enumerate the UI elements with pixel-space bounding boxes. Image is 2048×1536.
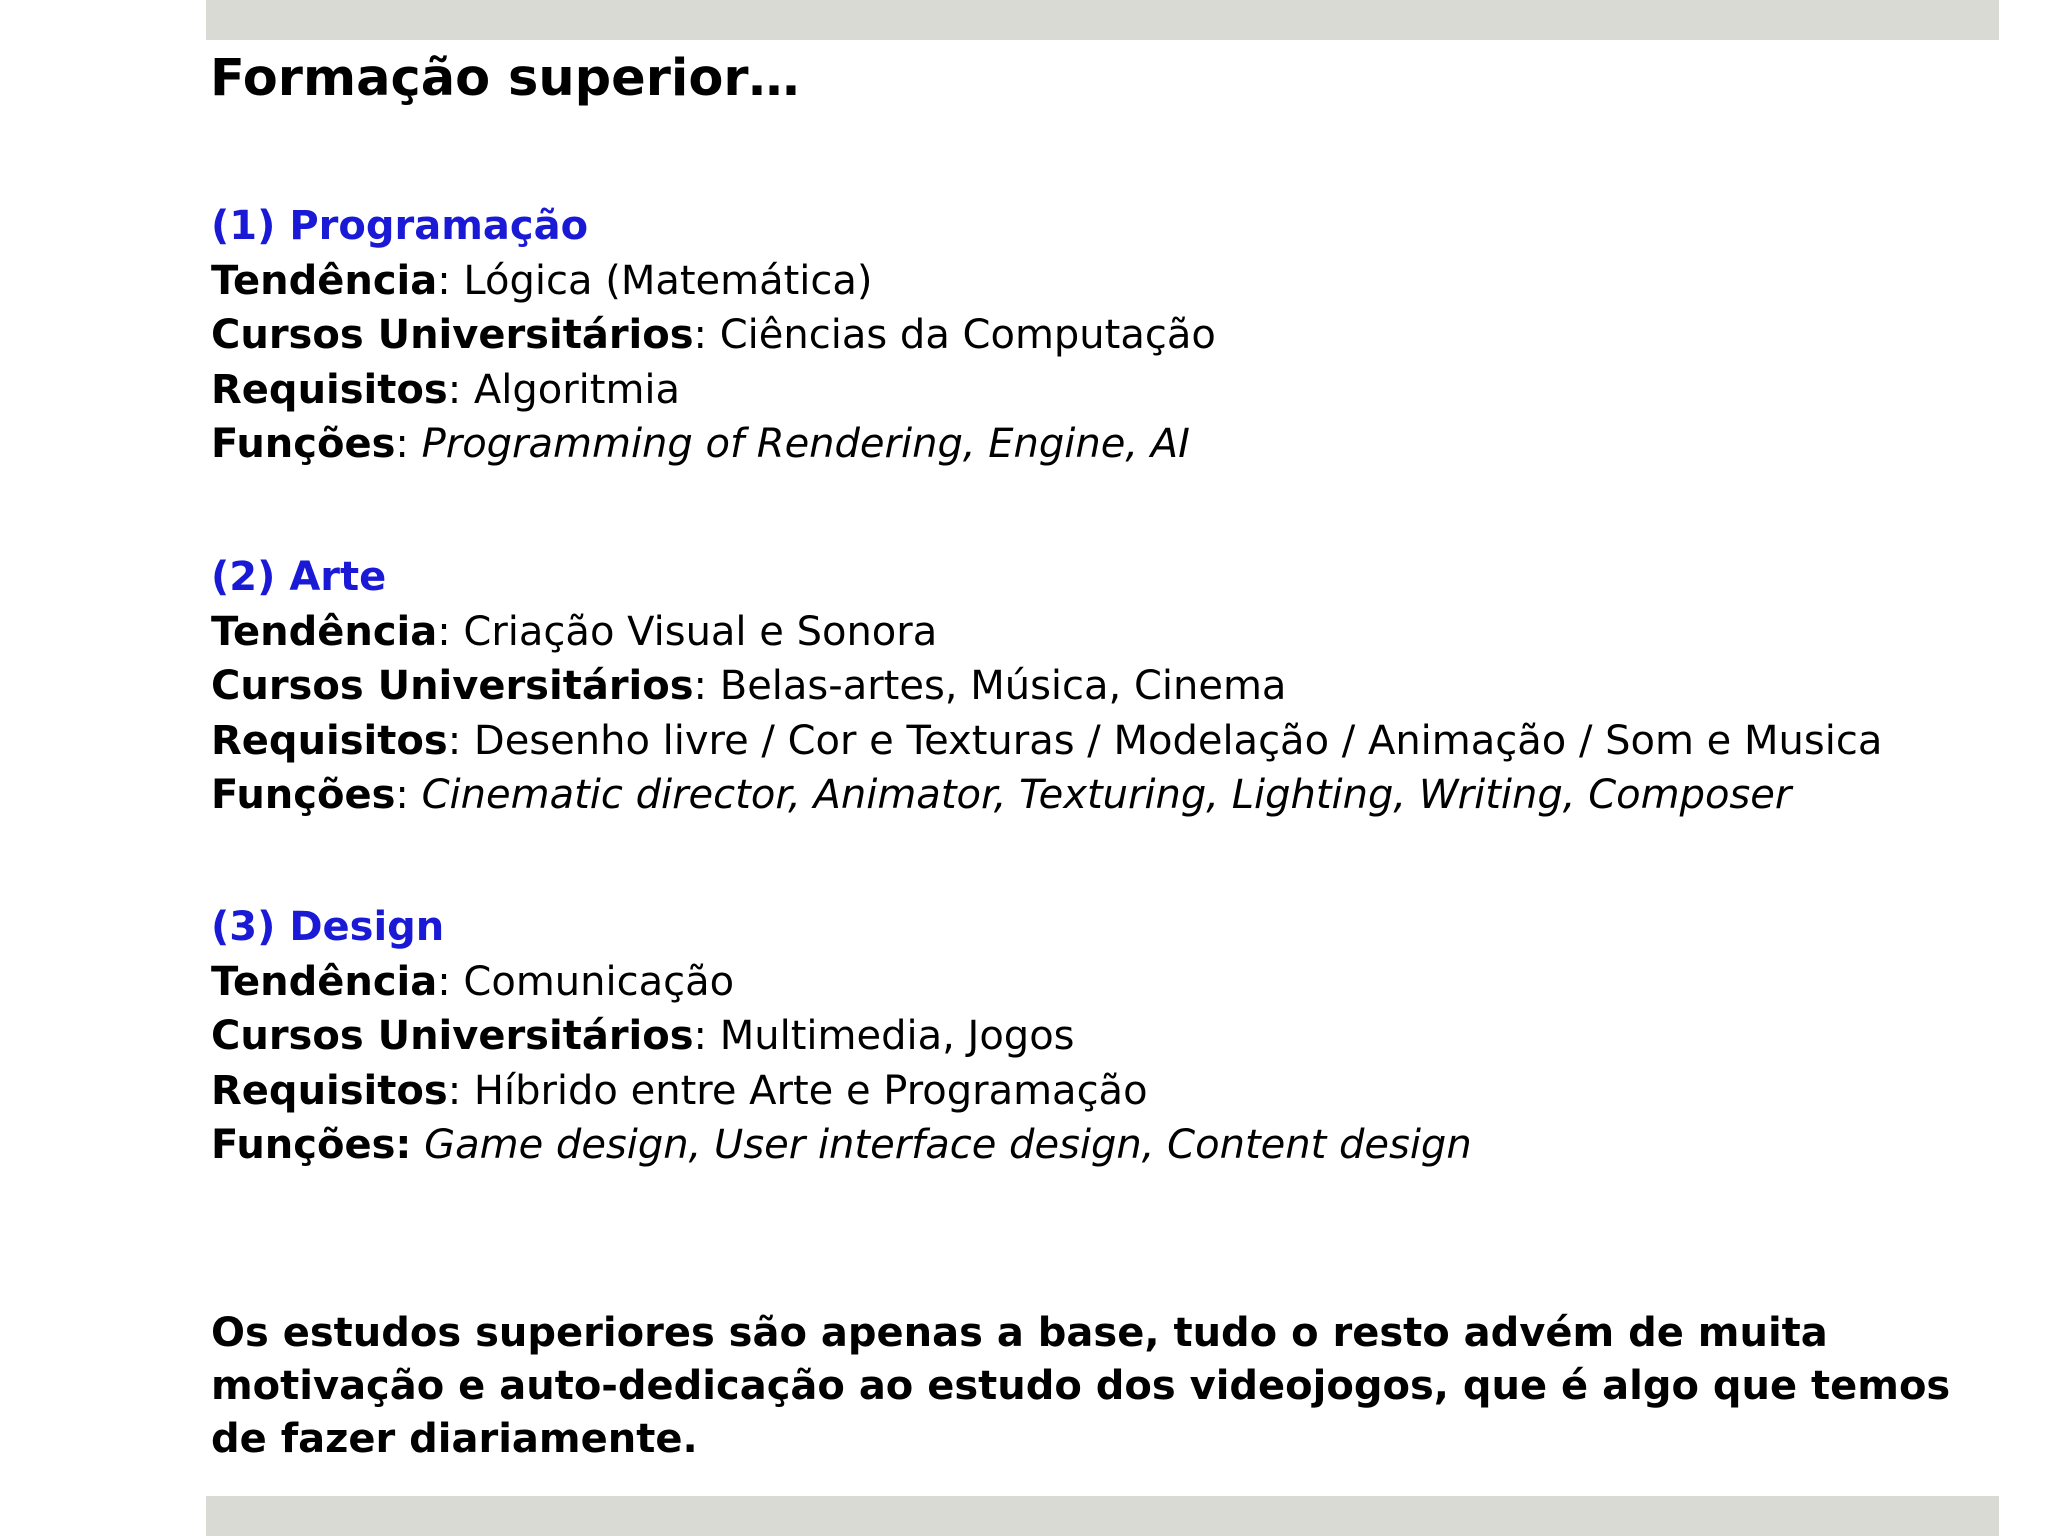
- row-tendencia: [211, 254, 1216, 309]
- section-arte: [211, 550, 1882, 823]
- section-heading: (2) Arte: [211, 554, 387, 600]
- row-funcoes: [211, 1118, 1472, 1173]
- row-value: Ciências da Computação: [707, 312, 1216, 359]
- row-label: Requisitos: [211, 717, 448, 764]
- row-value: Belas-artes, Música, Cinema: [707, 663, 1287, 710]
- row-label: Cursos Universitários: [211, 1013, 694, 1060]
- row-sep: :: [447, 717, 462, 764]
- row-sep: :: [437, 608, 451, 655]
- row-funcoes: [211, 768, 1882, 823]
- row-label: Requisitos: [211, 1067, 448, 1114]
- row-label: Funções:: [211, 1122, 412, 1169]
- row-cursos: [211, 659, 1882, 714]
- row-value: Multimedia, Jogos: [707, 1013, 1075, 1060]
- row-tendencia: [211, 955, 1472, 1010]
- row-value: Lógica (Matemática): [450, 257, 873, 304]
- row-label: Tendência: [211, 958, 438, 1005]
- row-requisitos: [211, 1064, 1472, 1119]
- row-requisitos: [211, 714, 1882, 769]
- row-label: Requisitos: [211, 366, 448, 413]
- row-label: Funções: [211, 421, 396, 468]
- slide-title: Formação superior…: [210, 49, 800, 108]
- row-funcoes: [211, 417, 1216, 472]
- section-design: [211, 900, 1472, 1173]
- row-value: Algoritmia: [461, 366, 681, 413]
- row-value: Desenho livre / Cor e Texturas / Modelação / Animação / Som e Musica: [461, 717, 1883, 764]
- row-label: Tendência: [211, 608, 438, 655]
- section-heading: (3) Design: [211, 904, 445, 950]
- row-tendencia: [211, 605, 1882, 660]
- top-bar: [206, 0, 1999, 40]
- row-label: Tendência: [211, 257, 438, 304]
- closing-paragraph: Os estudos superiores são apenas a base, tudo o resto advém de muita motivação e auto-dedicação ao estudo dos videojogos, que é algo que temos de fazer diariamente.: [211, 1310, 1951, 1462]
- row-sep: :: [437, 257, 451, 304]
- row-cursos: [211, 308, 1216, 363]
- row-value: Game design, User interface design, Content design: [411, 1122, 1472, 1169]
- row-value: Comunicação: [450, 958, 735, 1005]
- row-value: Programming of Rendering, Engine, AI: [408, 421, 1190, 468]
- row-sep: :: [447, 1067, 462, 1114]
- row-value: Cinematic director, Animator, Texturing, Lighting, Writing, Composer: [408, 772, 1792, 819]
- row-sep: :: [693, 663, 708, 710]
- row-sep: :: [437, 958, 451, 1005]
- row-value: Criação Visual e Sonora: [450, 608, 938, 655]
- row-sep: :: [395, 421, 409, 468]
- row-sep: :: [693, 312, 708, 359]
- bottom-bar: [206, 1496, 1999, 1536]
- section-programacao: [211, 199, 1216, 472]
- row-cursos: [211, 1009, 1472, 1064]
- row-value: Híbrido entre Arte e Programação: [461, 1067, 1148, 1114]
- row-requisitos: [211, 363, 1216, 418]
- row-sep: :: [447, 366, 462, 413]
- row-label: Cursos Universitários: [211, 312, 694, 359]
- row-label: Cursos Universitários: [211, 663, 694, 710]
- row-sep: :: [395, 772, 409, 819]
- row-label: Funções: [211, 772, 396, 819]
- row-sep: :: [693, 1013, 708, 1060]
- section-heading: (1) Programação: [211, 203, 589, 249]
